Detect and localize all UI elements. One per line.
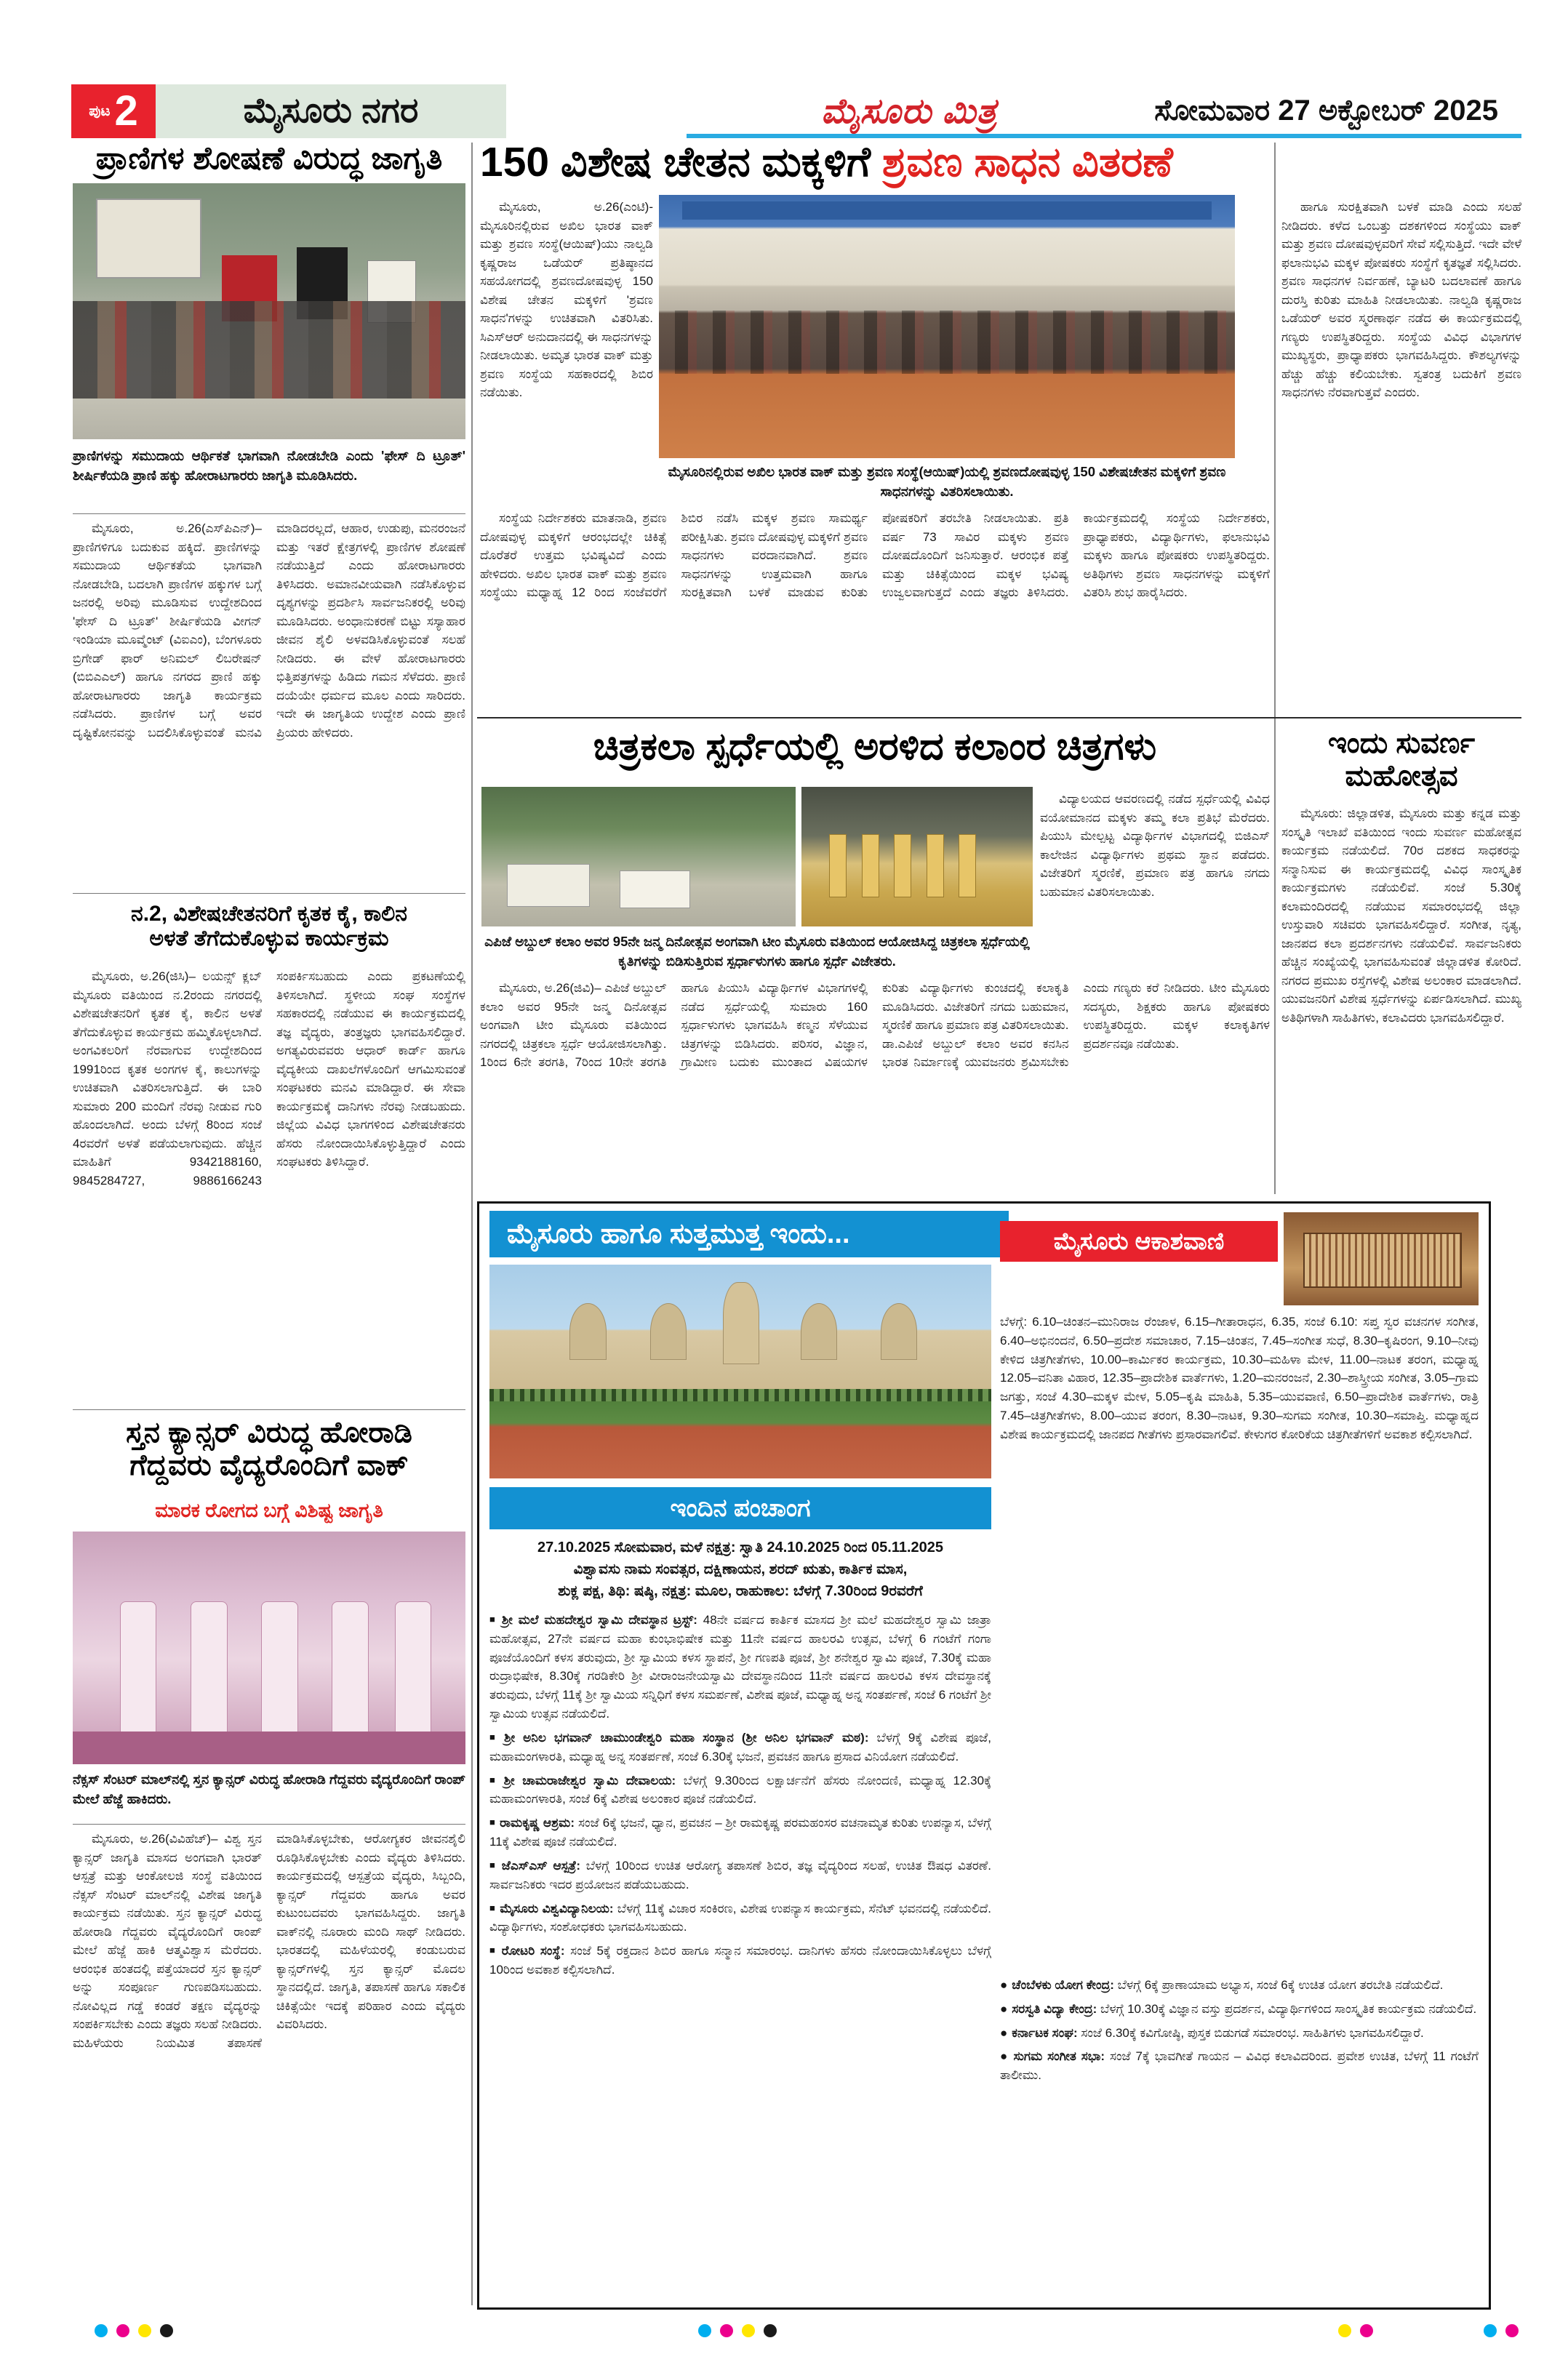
- print-registration-marks: [698, 2324, 777, 2337]
- animal-headline: ಪ್ರಾಣಿಗಳ ಶೋಷಣೆ ವಿರುದ್ಧ ಜಾಗೃತಿ: [95, 141, 443, 176]
- audience-crowd: [659, 311, 1235, 374]
- animal-body: [73, 519, 465, 887]
- walker-figure: [120, 1601, 157, 1738]
- akashvani-schedule-text: ಬೆಳಗ್ಗೆ: 6.10–ಚಿಂತನ–ಮುನಿರಾಜ ರೆಂಜಾಳ, 6.15–ಗೀತಾರಾಧನ, 6.35, ಸಂಜೆ 6.10: ಸಪ್ತ ಸ್ವರ ವಚನಗಳ ಸಂಗೀತ, 6.40–ಅಭಿನಂದನೆ, 6.50–ಪ್ರದೇಶ ಸಮಾಚಾರ, 7.15–ಚಿಂತನ, 7.45–ಸಂಗೀತ ಸುಧೆ, 8.30–ಕೃಷಿರಂಗ, 9.10–ನೀವು ಕೇಳಿದ ಚಿತ್ರಗೀತೆಗಳು, 10.00–ಕಾರ್ಮಿಕರ ಕಾರ್ಯಕ್ರಮ, 10.30–ಮಹಿಳಾ ಮೇಳ, 11.00–ನಾಟಕ ತರಂಗ, ಮಧ್ಯಾಹ್ನ 12.05–ವನಿತಾ ವಿಹಾರ, 12.35–ಪ್ರಾದೇಶಿಕ ವಾರ್ತೆಗಳು, 1.20–ಮನರಂಜನೆ, 2.30–ಶಾಸ್ತ್ರೀಯ ಸಂಗೀತ, 3.05–ಗ್ರಾಮ ಜಗತ್ತು, ಸಂಜೆ 4.30–ಮಕ್ಕಳ ಮೇಳ, 5.05–ಕೃಷಿ ಮಾಹಿತಿ, 5.35–ಯುವವಾಣಿ, 6.50–ಪ್ರಾದೇಶಿಕ ವಾರ್ತೆಗಳು, ರಾತ್ರಿ 7.45–ಚಿತ್ರಗೀತೆಗಳು, 8.00–ಯುವ ತರಂಗ, 8.30–ನಾಟಕ, 9.30–ಸುಗಮ ಸಂಗೀತ, 10.30–ಸಮಾಪ್ತಿ. ಮಧ್ಯಾಹ್ನದ ವಿಶೇಷ ಕಾರ್ಯಕ್ರಮದಲ್ಲಿ ಜಾನಪದ ಗೀತೆಗಳು ಪ್ರಸಾರವಾಗಲಿವೆ. ಕೇಳುಗರ ಕೋರಿಕೆಯ ಚಿತ್ರಗೀತೆಗಳಿಗೆ ಅವಕಾಶ ಕಲ್ಪಿಸಲಾಗಿದೆ.: [1000, 1315, 1479, 1441]
- column-rule-right: [1274, 143, 1276, 1194]
- hearing-body-left: [480, 198, 653, 503]
- magenta-dot: [116, 2324, 129, 2337]
- event-banner: [682, 201, 1212, 220]
- event-item: ■ ರೋಟರಿ ಸಂಸ್ಥೆ: ಸಂಜೆ 5ಕ್ಕೆ ರಕ್ತದಾನ ಶಿಬಿರ ಹಾಗೂ ಸನ್ಮಾನ ಸಮಾರಂಭ. ದಾನಿಗಳು ಹೆಸರು ನೋಂದಾಯಿಸಿಕೊಳ್ಳಲು ಬೆಳಗ್ಗೆ 10ರಿಂದ ಅವಕಾಶ ಕಲ್ಪಿಸಲಾಗಿದೆ.: [489, 1944, 991, 1977]
- protest-crowd: [73, 301, 465, 399]
- mysore-palace-photo: [489, 1265, 991, 1478]
- protest-banner: [96, 199, 201, 279]
- hearing-body-left-text: ಮೈಸೂರು, ಅ.26(ಎಂಟಿ)- ಮೈಸೂರಿನಲ್ಲಿರುವ ಅಖಿಲ ಭಾರತ ವಾಕ್ ಮತ್ತು ಶ್ರವಣ ಸಂಸ್ಥೆ(ಆಯಿಷ್)ಯು ನಾಲ್ವಡಿ ಕೃಷ್ಣರಾಜ ಒಡೆಯರ್ ಪ್ರತಿಷ್ಠಾನದ ಸಹಯೋಗದಲ್ಲಿ ಶ್ರವಣದೋಷವುಳ್ಳ 150 ವಿಶೇಷ ಚೇತನ ಮಕ್ಕಳಿಗೆ 'ಶ್ರವಣ ಸಾಧನ'ಗಳನ್ನು ಉಚಿತವಾಗಿ ವಿತರಿಸಿತು. ಸಿಎಸ್ಆರ್ ಅನುದಾನದಲ್ಲಿ ಈ ಸಾಧನಗಳನ್ನು ನೀಡಲಾಯಿತು. ಅಮೃತ ಭಾರತ ವಾಕ್ ಮತ್ತು ಶ್ರವಣ ಸಂಸ್ಥೆಯ ಸಹಕಾರದಲ್ಲಿ ಶಿಬಿರ ನಡೆಯಿತು.: [480, 200, 653, 399]
- walker-figure: [191, 1601, 228, 1738]
- cancer-headline-line1: ಸ್ತನ ಕ್ಯಾನ್ಸರ್ ವಿರುದ್ಧ ಹೋರಾಡಿ: [126, 1417, 412, 1449]
- art-photo-caption: ಎಪಿಜೆ ಅಬ್ದುಲ್ ಕಲಾಂ ಅವರ 95ನೇ ಜನ್ಮ ದಿನೋತ್ಸವ ಅಂಗವಾಗಿ ಟೀಂ ಮೈಸೂರು ವತಿಯಿಂದ ಆಯೋಜಿಸಿದ್ದ ಚಿತ್ರಕಲಾ ಸ್ಪರ್ಧೆಯಲ್ಲಿ ಕೃತಿಗಳನ್ನು ಬಿಡಿಸುತ್ತಿರುವ ಸ್ಪರ್ಧಾಳುಗಳು ಹಾಗೂ ಸ್ಪರ್ಧೆ ವಿಜೇತರು.: [484, 934, 1030, 969]
- org-event-item: ● ಕರ್ನಾಟಕ ಸಂಘ: ಸಂಜೆ 6.30ಕ್ಕೆ ಕವಿಗೋಷ್ಠಿ, ಪುಸ್ತಕ ಬಿಡುಗಡೆ ಸಮಾರಂಭ. ಸಾಹಿತಿಗಳು ಭಾಗವಹಿಸಲಿದ್ದಾರೆ.: [1000, 2025, 1424, 2040]
- section-title: ಮೈಸೂರು ನಗರ: [156, 84, 506, 138]
- org-event-item: ● ಸುಗಮ ಸಂಗೀತ ಸಭಾ: ಸಂಜೆ 7ಕ್ಕೆ ಭಾವಗೀತೆ ಗಾಯನ – ವಿವಿಧ ಕಲಾವಿದರಿಂದ. ಪ್ರವೇಶ ಉಚಿತ, ಬೆಳಗ್ಗೆ 11 ಗಂಟೆಗೆ ತಾಲೀಮು.: [1000, 2049, 1479, 2083]
- event-item: ■ ಶ್ರೀ ಮಲೆ ಮಹದೇಶ್ವರ ಸ್ವಾಮಿ ದೇವಸ್ಥಾನ ಟ್ರಸ್ಟ್: 48ನೇ ವರ್ಷದ ಕಾರ್ತಿಕ ಮಾಸದ ಶ್ರೀ ಮಲೆ ಮಹದೇಶ್ವರ ಸ್ವಾಮಿ ಜಾತ್ರಾ ಮಹೋತ್ಸವ, 27ನೇ ವರ್ಷದ ಮಹಾ ಕುಂಭಾಭಿಷೇಕ ಮತ್ತು 11ನೇ ವರ್ಷದ ಹಾಲರವಿ ಉತ್ಸವ, ಬೆಳಗ್ಗೆ 6 ಗಂಟೆಗೆ ಗಂಗಾ ಪೂಜೆಯೊಂದಿಗೆ ಕಳಸ ತರುವುದು, ಶ್ರೀ ಸ್ವಾಮಿಯ ಕಳಸ ಸ್ಥಾಪನೆ, ಶ್ರೀ ಗಣಪತಿ ಪೂಜೆ, ಶ್ರೀ ಶನೇಶ್ವರ ಸ್ವಾಮಿ ಪೂಜೆ, 7.30ಕ್ಕೆ ಮಹಾ ರುದ್ರಾಭಿಷೇಕ, 8.30ಕ್ಕೆ ಗರಡಿಕೇರಿ ಶ್ರೀ ವೀರಾಂಜನೇಯಸ್ವಾಮಿ ದೇವಸ್ಥಾನದಿಂದ 11ನೇ ವರ್ಷದ ಹಾಲರವಿ ಕಳಸ ದೇವಸ್ಥಾನಕ್ಕೆ ತರುವುದು, ಬೆಳಗ್ಗೆ 11ಕ್ಕೆ ಶ್ರೀ ಸ್ವಾಮಿಯ ಸನ್ನಿಧಿಗೆ ಕಳಸ ಸಮರ್ಪಣೆ, ವಿಶೇಷ ಪೂಜೆ, ಮಧ್ಯಾಹ್ನ ಅನ್ನ ಸಂತರ್ಪಣೆ, ಸಂಜೆ 6 ಗಂಟೆಗೆ ಶ್ರೀ ಸ್ವಾಮಿಯ ಉತ್ಸವ ನಡೆಯಲಿದೆ.: [489, 1613, 991, 1721]
- yellow-dot: [742, 2324, 755, 2337]
- hearing-body-wide-text: ಸಂಸ್ಥೆಯ ನಿರ್ದೇಶಕರು ಮಾತನಾಡಿ, ಶ್ರವಣ ದೋಷವುಳ್ಳ ಮಕ್ಕಳಿಗೆ ಆರಂಭದಲ್ಲೇ ಚಿಕಿತ್ಸೆ ದೊರೆತರೆ ಉತ್ತಮ ಭವಿಷ್ಯವಿದೆ ಎಂದು ಹೇಳಿದರು. ಅಖಿಲ ಭಾರತ ವಾಕ್ ಮತ್ತು ಶ್ರವಣ ಸಂಸ್ಥೆಯು ಮಧ್ಯಾಹ್ನ 12 ರಿಂದ ಸಂಜೆವರೆಗೆ ಶಿಬಿರ ನಡೆಸಿ ಮಕ್ಕಳ ಶ್ರವಣ ಸಾಮರ್ಥ್ಯ ಪರೀಕ್ಷಿಸಿತು. ಶ್ರವಣ ದೋಷವುಳ್ಳ ಮಕ್ಕಳಿಗೆ ಶ್ರವಣ ಸಾಧನಗಳು ವರದಾನವಾಗಿದೆ. ಶ್ರವಣ ಸಾಧನಗಳನ್ನು ಉತ್ತಮವಾಗಿ ಹಾಗೂ ಸುರಕ್ಷಿತವಾಗಿ ಬಳಕೆ ಮಾಡುವ ಕುರಿತು ಪೋಷಕರಿಗೆ ತರಬೇತಿ ನೀಡಲಾಯಿತು. ಪ್ರತಿ ವರ್ಷ 73 ಸಾವಿರ ಮಕ್ಕಳು ಶ್ರವಣ ದೋಷದೊಂದಿಗೆ ಜನಿಸುತ್ತಾರೆ. ಆರಂಭಿಕ ಪತ್ತೆ ಮತ್ತು ಚಿಕಿತ್ಸೆಯಿಂದ ಮಕ್ಕಳ ಭವಿಷ್ಯ ಉಜ್ವಲವಾಗುತ್ತದೆ ಎಂದು ತಜ್ಞರು ತಿಳಿಸಿದರು. ಕಾರ್ಯಕ್ರಮದಲ್ಲಿ ಸಂಸ್ಥೆಯ ನಿರ್ದೇಶಕರು, ಪ್ರಾಧ್ಯಾಪಕರು, ವಿದ್ಯಾರ್ಥಿಗಳು, ಫಲಾನುಭವಿ ಮಕ್ಕಳು ಹಾಗೂ ಪೋಷಕರು ಉಪಸ್ಥಿತರಿದ್ದರು. ಅತಿಥಿಗಳು ಶ್ರವಣ ಸಾಧನಗಳನ್ನು ಮಕ್ಕಳಿಗೆ ವಿತರಿಸಿ ಶುಭ ಹಾರೈಸಿದರು.: [480, 511, 1270, 599]
- protest-photo: [73, 183, 465, 439]
- art-body-text: ಮೈಸೂರು, ಅ.26(ಜಿವಿ)– ಎಪಿಜೆ ಅಬ್ದುಲ್ ಕಲಾಂ ಅವರ 95ನೇ ಜನ್ಮ ದಿನೋತ್ಸವ ಅಂಗವಾಗಿ ಟೀಂ ಮೈಸೂರು ವತಿಯಿಂದ ನಗರದಲ್ಲಿ ಚಿತ್ರಕಲಾ ಸ್ಪರ್ಧೆ ಆಯೋಜಿಸಲಾಗಿತ್ತು. 1ರಿಂದ 6ನೇ ತರಗತಿ, 7ರಿಂದ 10ನೇ ತರಗತಿ ಹಾಗೂ ಪಿಯುಸಿ ವಿದ್ಯಾರ್ಥಿಗಳ ವಿಭಾಗಗಳಲ್ಲಿ ನಡೆದ ಸ್ಪರ್ಧೆಯಲ್ಲಿ ಸುಮಾರು 160 ಸ್ಪರ್ಧಾಳುಗಳು ಭಾಗವಹಿಸಿ ಕಣ್ಮನ ಸೆಳೆಯುವ ಚಿತ್ರಗಳನ್ನು ಬಿಡಿಸಿದರು. ಪರಿಸರ, ವಿಜ್ಞಾನ, ಗ್ರಾಮೀಣ ಬದುಕು ಮುಂತಾದ ವಿಷಯಗಳ ಕುರಿತು ವಿದ್ಯಾರ್ಥಿಗಳು ಕುಂಚದಲ್ಲಿ ಕಲಾಕೃತಿ ಮೂಡಿಸಿದರು. ವಿಜೇತರಿಗೆ ನಗದು ಬಹುಮಾನ, ಸ್ಮರಣಿಕೆ ಹಾಗೂ ಪ್ರಮಾಣ ಪತ್ರ ವಿತರಿಸಲಾಯಿತು. ಡಾ.ಎಪಿಜೆ ಅಬ್ದುಲ್ ಕಲಾಂ ಅವರ ಕನಸಿನ ಭಾರತ ನಿರ್ಮಾಣಕ್ಕೆ ಯುವಜನರು ಶ್ರಮಿಸಬೇಕು ಎಂದು ಗಣ್ಯರು ಕರೆ ನೀಡಿದರು. ಟೀಂ ಮೈಸೂರು ಸದಸ್ಯರು, ಶಿಕ್ಷಕರು ಹಾಗೂ ಪೋಷಕರು ಉಪಸ್ಥಿತರಿದ್ದರು. ಮಕ್ಕಳ ಕಲಾಕೃತಿಗಳ ಪ್ರದರ್ಶನವೂ ನಡೆಯಿತು.: [480, 981, 1270, 1069]
- limbs-body-text: ಮೈಸೂರು, ಅ.26(ಜಿಸಿ)– ಲಯನ್ಸ್ ಕ್ಲಬ್ ಮೈಸೂರು ವತಿಯಿಂದ ನ.2ರಂದು ನಗರದಲ್ಲಿ ವಿಶೇಷಚೇತನರಿಗೆ ಕೃತಕ ಕೈ, ಕಾಲಿನ ಅಳತೆ ತೆಗೆದುಕೊಳ್ಳುವ ಕಾರ್ಯಕ್ರಮ ಹಮ್ಮಿಕೊಳ್ಳಲಾಗಿದೆ. ಅಂಗವಿಕಲರಿಗೆ ನೆರವಾಗುವ ಉದ್ದೇಶದಿಂದ 1991ರಿಂದ ಕೃತಕ ಅಂಗಗಳ ಕೈ, ಕಾಲುಗಳನ್ನು ಉಚಿತವಾಗಿ ವಿತರಿಸಲಾಗುತ್ತಿದೆ. ಈ ಬಾರಿ ಸುಮಾರು 200 ಮಂದಿಗೆ ನೆರವು ನೀಡುವ ಗುರಿ ಹೊಂದಲಾಗಿದೆ. ಅಂದು ಬೆಳಗ್ಗೆ 8ರಿಂದ ಸಂಜೆ 4ರವರೆಗೆ ಅಳತೆ ಪಡೆಯಲಾಗುವುದು. ಹೆಚ್ಚಿನ ಮಾಹಿತಿಗೆ 9342188160, 9845284727, 9886166243 ಸಂಪರ್ಕಿಸಬಹುದು ಎಂದು ಪ್ರಕಟಣೆಯಲ್ಲಿ ತಿಳಿಸಲಾಗಿದೆ. ಸ್ಥಳೀಯ ಸಂಘ ಸಂಸ್ಥೆಗಳ ಸಹಕಾರದಲ್ಲಿ ನಡೆಯುವ ಈ ಕಾರ್ಯಕ್ರಮದಲ್ಲಿ ತಜ್ಞ ವೈದ್ಯರು, ತಂತ್ರಜ್ಞರು ಭಾಗವಹಿಸಲಿದ್ದಾರೆ. ಅಗತ್ಯವಿರುವವರು ಆಧಾರ್ ಕಾರ್ಡ್ ಹಾಗೂ ವೈದ್ಯಕೀಯ ದಾಖಲೆಗಳೊಂದಿಗೆ ಆಗಮಿಸುವಂತೆ ಸಂಘಟಕರು ಮನವಿ ಮಾಡಿದ್ದಾರೆ. ಈ ಸೇವಾ ಕಾರ್ಯಕ್ರಮಕ್ಕೆ ದಾನಿಗಳು ನೆರವು ನೀಡಬಹುದು. ಜಿಲ್ಲೆಯ ವಿವಿಧ ಭಾಗಗಳಿಂದ ವಿಶೇಷಚೇತನರು ಹೆಸರು ನೋಂದಾಯಿಸಿಕೊಳ್ಳುತ್ತಿದ್ದಾರೆ ಎಂದು ಸಂಘಟಕರು ತಿಳಿಸಿದ್ದಾರೆ.: [73, 969, 465, 1188]
- akashvani-schedule: [1000, 1313, 1479, 1967]
- panchanga-line1: 27.10.2025 ಸೋಮವಾರ, ಮಳೆ ನಕ್ಷತ್ರ: ಸ್ವಾತಿ 24.10.2025 ರಿಂದ 05.11.2025: [537, 1540, 944, 1556]
- divider-top-story: [477, 717, 1521, 718]
- masthead: ಮೈಸೂರು ಮಿತ್ರ: [820, 92, 997, 131]
- panchanga-line2: ವಿಶ್ವಾವಸು ನಾಮ ಸಂವತ್ಸರ, ದಕ್ಷಿಣಾಯನ, ಶರದ್ ಋತು, ಕಾರ್ತಿಕ ಮಾಸ,: [573, 1561, 908, 1577]
- page-label: ಪುಟ: [89, 103, 111, 119]
- cancer-subhead: ಮಾರಕ ರೋಗದ ಬಗ್ಗೆ ವಿಶಿಷ್ಟ ಜಾಗೃತಿ: [155, 1500, 383, 1521]
- palace-dome: [881, 1303, 917, 1360]
- suvarna-headline-line1: ಇಂದು ಸುವರ್ಣ: [1327, 727, 1476, 759]
- org-event-item: ● ಸರಸ್ವತಿ ವಿದ್ಯಾ ಕೇಂದ್ರ: ಬೆಳಗ್ಗೆ 10.30ಕ್ಕೆ ವಿಜ್ಞಾನ ವಸ್ತು ಪ್ರದರ್ಶನ, ವಿದ್ಯಾರ್ಥಿಗಳಿಂದ ಸಾಂಸ್ಕೃತಿಕ ಕಾರ್ಯಕ್ರಮ ನಡೆಯಲಿದೆ.: [1000, 2001, 1477, 2016]
- suvarna-body: [1281, 804, 1521, 1193]
- akashvani-banner: ಮೈಸೂರು ಆಕಾಶವಾಣಿ: [1000, 1221, 1278, 1262]
- event-item: ■ ಜೆಎಸ್ಎಸ್ ಆಸ್ಪತ್ರೆ: ಬೆಳಗ್ಗೆ 10ರಿಂದ ಉಚಿತ ಆರೋಗ್ಯ ತಪಾಸಣೆ ಶಿಬಿರ, ತಜ್ಞ ವೈದ್ಯರಿಂದ ಸಲಹೆ, ಉಚಿತ ಔಷಧ ವಿತರಣೆ. ಸಾರ್ವಜನಿಕರು ಇದರ ಪ್ರಯೋಜನ ಪಡೆಯಬಹುದು.: [489, 1858, 991, 1891]
- divider: [73, 1824, 465, 1825]
- cyan-dot: [95, 2324, 108, 2337]
- header-rule: [687, 134, 1521, 138]
- hearing-group-photo: [659, 195, 1235, 458]
- cancer-photo-caption: ನೆಕ್ಸಸ್ ಸೆಂಟರ್ ಮಾಲ್‌ನಲ್ಲಿ ಸ್ತನ ಕ್ಯಾನ್ಸರ್ ವಿರುದ್ಧ ಹೋರಾಡಿ ಗೆದ್ದವರು ವೈದ್ಯರೊಂದಿಗೆ ರಾಂಪ್ ಮೇಲೆ ಹೆಜ್ಜೆ ಹಾಕಿದರು.: [73, 1772, 465, 1806]
- print-registration-marks: [1338, 2324, 1373, 2337]
- cancer-body: [73, 1830, 465, 2302]
- palace-fence: [489, 1389, 991, 1402]
- trophy: [959, 834, 976, 897]
- cyan-dot: [698, 2324, 711, 2337]
- roundup-box: [477, 1201, 1491, 2310]
- hearing-photo-caption: ಮೈಸೂರಿನಲ್ಲಿರುವ ಅಖಿಲ ಭಾರತ ವಾಕ್ ಮತ್ತು ಶ್ರವಣ ಸಂಸ್ಥೆ(ಆಯಿಷ್)ಯಲ್ಲಿ ಶ್ರವಣದೋಷವುಳ್ಳ 150 ವಿಶೇಷಚೇತನ ಮಕ್ಕಳಿಗೆ ಶ್ರವಣ ಸಾಧನಗಳನ್ನು ವಿತರಿಸಲಾಯಿತು.: [668, 464, 1226, 499]
- hearing-body-right: [1281, 198, 1521, 711]
- org-event-item: ● ಚೆಂಬೆಳಕು ಯೋಗ ಕೇಂದ್ರ: ಬೆಳಗ್ಗೆ 6ಕ್ಕೆ ಪ್ರಾಣಾಯಾಮ ಅಭ್ಯಾಸ, ಸಂಜೆ 6ಕ್ಕೆ ಉಚಿತ ಯೋಗ ತರಬೇತಿ ನಡೆಯಲಿದೆ.: [1000, 1978, 1444, 1992]
- limbs-subhead: [73, 902, 465, 950]
- hearing-body-wide: [480, 509, 1270, 711]
- edition-date: ಸೋಮವಾರ 27 ಅಕ್ಟೋಬರ್ 2025: [1154, 95, 1498, 127]
- event-item: ■ ಶ್ರೀ ಅನಿಲ ಭಗವಾನ್ ಚಾಮುಂಡೇಶ್ವರಿ ಮಹಾ ಸಂಸ್ಥಾನ (ಶ್ರೀ ಅನಿಲ ಭಗವಾನ್ ಮಠ): ಬೆಳಗ್ಗೆ 9ಕ್ಕೆ ವಿಶೇಷ ಪೂಜೆ, ಮಹಾಮಂಗಳಾರತಿ, ಮಧ್ಯಾಹ್ನ ಅನ್ನ ಸಂತರ್ಪಣೆ, ಸಂಜೆ 6.30ಕ್ಕೆ ಭಜನೆ, ಪ್ರವಚನ ಹಾಗೂ ಪ್ರಸಾದ ವಿನಿಯೋಗ ನಡೆಯಲಿದೆ.: [489, 1730, 991, 1764]
- radio-photo: [1284, 1212, 1479, 1305]
- divider: [73, 1409, 465, 1410]
- magenta-dot: [1505, 2324, 1519, 2337]
- art-body-right: [1040, 790, 1270, 972]
- limbs-subhead-line1: ನ.2, ವಿಶೇಷಚೇತನರಿಗೆ ಕೃತಕ ಕೈ, ಕಾಲಿನ: [131, 902, 407, 926]
- roundup-banner: ಮೈಸೂರು ಹಾಗೂ ಸುತ್ತಮುತ್ತ ಇಂದು...: [489, 1211, 1009, 1257]
- magenta-dot: [720, 2324, 733, 2337]
- cancer-headline-line2: ಗೆದ್ದವರು ವೈದ್ಯರೊಂದಿಗೆ ವಾಕ್: [129, 1449, 409, 1481]
- panchanga-line3: ಶುಕ್ಲ ಪಕ್ಷ, ತಿಥಿ: ಷಷ್ಠಿ, ನಕ್ಷತ್ರ: ಮೂಲ, ರಾಹುಕಾಲ: ಬೆಳಗ್ಗೆ 7.30ರಿಂದ 9ರವರೆಗೆ: [558, 1583, 923, 1599]
- yellow-dot: [138, 2324, 151, 2337]
- limbs-subhead-line2: ಅಳತೆ ತೆಗೆದುಕೊಳ್ಳುವ ಕಾರ್ಯಕ್ರಮ: [149, 926, 389, 950]
- print-registration-marks: [1484, 2324, 1519, 2337]
- drawing-sheet: [620, 870, 690, 908]
- trophy: [829, 834, 847, 897]
- hearing-headline-red: ಶ್ರವಣ ಸಾಧನ ವಿತರಣೆ: [881, 139, 1173, 185]
- art-body: [480, 979, 1270, 1191]
- divider: [73, 893, 465, 894]
- art-body-right-text: ವಿದ್ಯಾಲಯದ ಆವರಣದಲ್ಲಿ ನಡೆದ ಸ್ಪರ್ಧೆಯಲ್ಲಿ ವಿವಿಧ ವಯೋಮಾನದ ಮಕ್ಕಳು ತಮ್ಮ ಕಲಾ ಪ್ರತಿಭೆ ಮೆರೆದರು. ಪಿಯುಸಿ ಮೇಲ್ಪಟ್ಟ ವಿದ್ಯಾರ್ಥಿಗಳ ವಿಭಾಗದಲ್ಲಿ ಬಿಜಿಎಸ್ ಕಾಲೇಜಿನ ವಿದ್ಯಾರ್ಥಿಗಳು ಪ್ರಥಮ ಸ್ಥಾನ ಪಡೆದರು. ವಿಜೇತರಿಗೆ ಸ್ಮರಣಿಕೆ, ಪ್ರಮಾಣ ಪತ್ರ ಹಾಗೂ ನಗದು ಬಹುಮಾನ ವಿತರಿಸಲಾಯಿತು.: [1040, 792, 1270, 899]
- suvarna-headline: [1281, 727, 1521, 793]
- ramp-carpet: [73, 1732, 465, 1764]
- trophy: [927, 834, 944, 897]
- black-dot: [160, 2324, 173, 2337]
- palace-tower: [723, 1282, 759, 1365]
- palace-dome: [801, 1303, 837, 1360]
- akashvani-entries: [1000, 1976, 1479, 2293]
- event-item: ■ ರಾಮಕೃಷ್ಣ ಆಶ್ರಮ: ಸಂಜೆ 6ಕ್ಕೆ ಭಜನೆ, ಧ್ಯಾನ, ಪ್ರವಚನ – ಶ್ರೀ ರಾಮಕೃಷ್ಣ ಪರಮಹಂಸರ ವಚನಾಮೃತ ಕುರಿತು ಉಪನ್ಯಾಸ, ಬೆಳಗ್ಗೆ 11ಕ್ಕೆ ವಿಶೇಷ ಪೂಜೆ ನಡೆಯಲಿದೆ.: [489, 1816, 991, 1849]
- panchanga-banner: ಇಂದಿನ ಪಂಚಾಂಗ: [489, 1487, 991, 1529]
- palace-dome: [650, 1303, 687, 1360]
- trophy: [862, 834, 879, 897]
- events-list: [489, 1611, 991, 2293]
- walker-figure: [395, 1601, 432, 1738]
- cancer-body-text: ಮೈಸೂರು, ಅ.26(ವಿವಿಹೆಚ್)– ವಿಶ್ವ ಸ್ತನ ಕ್ಯಾನ್ಸರ್ ಜಾಗೃತಿ ಮಾಸದ ಅಂಗವಾಗಿ ಭಾರತ್ ಆಸ್ಪತ್ರೆ ಮತ್ತು ಆಂಕೋಲಜಿ ಸಂಸ್ಥೆ ವತಿಯಿಂದ ನೆಕ್ಸಸ್ ಸೆಂಟರ್ ಮಾಲ್‌ನಲ್ಲಿ ವಿಶೇಷ ಜಾಗೃತಿ ಕಾರ್ಯಕ್ರಮ ನಡೆಯಿತು. ಸ್ತನ ಕ್ಯಾನ್ಸರ್ ವಿರುದ್ಧ ಹೋರಾಡಿ ಗೆದ್ದವರು ವೈದ್ಯರೊಂದಿಗೆ ರಾಂಪ್ ಮೇಲೆ ಹೆಜ್ಜೆ ಹಾಕಿ ಆತ್ಮವಿಶ್ವಾಸ ಮೆರೆದರು. ಆರಂಭಿಕ ಹಂತದಲ್ಲಿ ಪತ್ತೆಯಾದರೆ ಸ್ತನ ಕ್ಯಾನ್ಸರ್ ಅನ್ನು ಸಂಪೂರ್ಣ ಗುಣಪಡಿಸಬಹುದು. ನೋವಿಲ್ಲದ ಗಡ್ಡೆ ಕಂಡರೆ ತಕ್ಷಣ ವೈದ್ಯರನ್ನು ಸಂಪರ್ಕಿಸಬೇಕು ಎಂದು ತಜ್ಞರು ಸಲಹೆ ನೀಡಿದರು. ಮಹಿಳೆಯರು ನಿಯಮಿತ ತಪಾಸಣೆ ಮಾಡಿಸಿಕೊಳ್ಳಬೇಕು, ಆರೋಗ್ಯಕರ ಜೀವನಶೈಲಿ ರೂಢಿಸಿಕೊಳ್ಳಬೇಕು ಎಂದು ವೈದ್ಯರು ತಿಳಿಸಿದರು. ಕಾರ್ಯಕ್ರಮದಲ್ಲಿ ಆಸ್ಪತ್ರೆಯ ವೈದ್ಯರು, ಸಿಬ್ಬಂದಿ, ಕ್ಯಾನ್ಸರ್ ಗೆದ್ದವರು ಹಾಗೂ ಅವರ ಕುಟುಂಬದವರು ಭಾಗವಹಿಸಿದ್ದರು. ಜಾಗೃತಿ ವಾಕ್‌ನಲ್ಲಿ ನೂರಾರು ಮಂದಿ ಸಾಥ್ ನೀಡಿದರು. ಭಾರತದಲ್ಲಿ ಮಹಿಳೆಯರಲ್ಲಿ ಕಂಡುಬರುವ ಕ್ಯಾನ್ಸರ್‌ಗಳಲ್ಲಿ ಸ್ತನ ಕ್ಯಾನ್ಸರ್ ಮೊದಲ ಸ್ಥಾನದಲ್ಲಿದೆ. ಜಾಗೃತಿ, ತಪಾಸಣೆ ಹಾಗೂ ಸಕಾಲಿಕ ಚಿಕಿತ್ಸೆಯೇ ಇದಕ್ಕೆ ಪರಿಹಾರ ಎಂದು ವೈದ್ಯರು ವಿವರಿಸಿದರು.: [73, 1832, 465, 2050]
- cyan-dot: [1484, 2324, 1497, 2337]
- trophy: [894, 834, 911, 897]
- divider: [73, 513, 465, 514]
- event-item: ■ ಮೈಸೂರು ವಿಶ್ವವಿದ್ಯಾನಿಲಯ: ಬೆಳಗ್ಗೆ 11ಕ್ಕೆ ವಿಚಾರ ಸಂಕಿರಣ, ವಿಶೇಷ ಉಪನ್ಯಾಸ ಕಾರ್ಯಕ್ರಮ, ಸೆನೆಟ್ ಭವನದಲ್ಲಿ ನಡೆಯಲಿದೆ. ವಿದ್ಯಾರ್ಥಿಗಳು, ಸಂಶೋಧಕರು ಭಾಗವಹಿಸಬಹುದು.: [489, 1901, 991, 1934]
- drawing-sheet: [507, 864, 590, 908]
- palace-dome: [569, 1303, 606, 1360]
- page-number: 2: [114, 87, 138, 135]
- print-registration-marks: [95, 2324, 173, 2337]
- walker-figure: [261, 1601, 298, 1738]
- hearing-headline: [480, 140, 1521, 186]
- column-rule-left: [471, 143, 473, 2305]
- suvarna-body-text: ಮೈಸೂರು: ಜಿಲ್ಲಾಡಳಿತ, ಮೈಸೂರು ಮತ್ತು ಕನ್ನಡ ಮತ್ತು ಸಂಸ್ಕೃತಿ ಇಲಾಖೆ ವತಿಯಿಂದ ಇಂದು ಸುವರ್ಣ ಮಹೋತ್ಸವ ಕಾರ್ಯಕ್ರಮ ನಡೆಯಲಿದೆ. 70ರ ದಶಕದ ಸಾಧಕರನ್ನು ಸನ್ಮಾನಿಸುವ ಈ ಕಾರ್ಯಕ್ರಮದಲ್ಲಿ ವಿವಿಧ ಸಾಂಸ್ಕೃತಿಕ ಕಾರ್ಯಕ್ರಮಗಳು ನಡೆಯಲಿವೆ. ಸಂಜೆ 5.30ಕ್ಕೆ ಕಲಾಮಂದಿರದಲ್ಲಿ ನಡೆಯುವ ಸಮಾರಂಭದಲ್ಲಿ ಜಿಲ್ಲಾ ಉಸ್ತುವಾರಿ ಸಚಿವರು ಭಾಗವಹಿಸಲಿದ್ದಾರೆ. ಸಂಗೀತ, ನೃತ್ಯ, ಜಾನಪದ ಕಲಾ ಪ್ರದರ್ಶನಗಳು ನಡೆಯಲಿವೆ. ಸಾರ್ವಜನಿಕರು ಹೆಚ್ಚಿನ ಸಂಖ್ಯೆಯಲ್ಲಿ ಭಾಗವಹಿಸುವಂತೆ ಜಿಲ್ಲಾಡಳಿತ ಕೋರಿದೆ. ನಗರದ ಪ್ರಮುಖ ರಸ್ತೆಗಳಲ್ಲಿ ವಿಶೇಷ ಅಲಂಕಾರ ಮಾಡಲಾಗಿದೆ. ಯುವಜನರಿಗೆ ವಿಶೇಷ ಸ್ಪರ್ಧೆಗಳನ್ನು ಏರ್ಪಡಿಸಲಾಗಿದೆ. ಮುಖ್ಯ ಅತಿಥಿಗಳಾಗಿ ಸಾಹಿತಿಗಳು, ಕಲಾವಿದರು ಭಾಗವಹಿಸಲಿದ್ದಾರೆ.: [1281, 806, 1521, 1025]
- suvarna-headline-line2: ಮಹೋತ್ಸವ: [1345, 759, 1458, 792]
- animal-photo-caption: ಪ್ರಾಣಿಗಳನ್ನು ಸಮುದಾಯ ಆರ್ಥಿಕತೆ ಭಾಗವಾಗಿ ನೋಡಬೇಡಿ ಎಂದು 'ಫೇಸ್ ದಿ ಟ್ರೂತ್' ಶೀರ್ಷಿಕೆಯಡಿ ಪ್ರಾಣಿ ಹಕ್ಕು ಹೋರಾಟಗಾರರು ಜಾಗೃತಿ ಮೂಡಿಸಿದರು.: [73, 448, 465, 483]
- art-drawing-photo: [481, 787, 796, 926]
- black-dot: [764, 2324, 777, 2337]
- yellow-dot: [1338, 2324, 1351, 2337]
- hearing-headline-black: 150 ವಿಶೇಷ ಚೇತನ ಮಕ್ಕಳಿಗೆ: [480, 139, 882, 185]
- panchanga-text: [489, 1537, 991, 1602]
- cancer-walk-photo: [73, 1532, 465, 1764]
- animal-body-text: ಮೈಸೂರು, ಅ.26(ಎಸ್‌ಪಿಎನ್)– ಪ್ರಾಣಿಗಳಿಗೂ ಬದುಕುವ ಹಕ್ಕಿದೆ. ಪ್ರಾಣಿಗಳನ್ನು ಸಮುದಾಯ ಆರ್ಥಿಕತೆಯ ಭಾಗವಾಗಿ ನೋಡಬೇಡಿ, ಬದಲಾಗಿ ಪ್ರಾಣಿಗಳ ಹಕ್ಕುಗಳ ಬಗ್ಗೆ ಜನರಲ್ಲಿ ಅರಿವು ಮೂಡಿಸುವ ಉದ್ದೇಶದಿಂದ 'ಫೇಸ್ ದಿ ಟ್ರೂತ್' ಶೀರ್ಷಿಕೆಯಡಿ ವೀಗನ್ ಇಂಡಿಯಾ ಮೂವ್ಮೆಂಟ್ (ವಿಐಎಂ), ಬೆಂಗಳೂರು ಬ್ರಿಗೇಡ್ ಫಾರ್ ಅನಿಮಲ್ ಲಿಬರೇಷನ್ (ಬಿಬಿಎಎಲ್) ಹಾಗೂ ನಗರದ ಪ್ರಾಣಿ ಹಕ್ಕು ಹೋರಾಟಗಾರರು ಜಾಗೃತಿ ಕಾರ್ಯಕ್ರಮ ನಡೆಸಿದರು. ಪ್ರಾಣಿಗಳ ಬಗ್ಗೆ ಅವರ ದೃಷ್ಟಿಕೋನವನ್ನು ಬದಲಿಸಿಕೊಳ್ಳುವಂತೆ ಮನವಿ ಮಾಡಿದರಲ್ಲದೆ, ಆಹಾರ, ಉಡುಪು, ಮನರಂಜನೆ ಮತ್ತು ಇತರೆ ಕ್ಷೇತ್ರಗಳಲ್ಲಿ ಪ್ರಾಣಿಗಳ ಶೋಷಣೆ ನಡೆಯುತ್ತಿದೆ ಎಂದು ಹೋರಾಟಗಾರರು ತಿಳಿಸಿದರು. ಅಮಾನವೀಯವಾಗಿ ನಡೆಸಿಕೊಳ್ಳುವ ದೃಶ್ಯಗಳನ್ನು ಪ್ರದರ್ಶಿಸಿ ಸಾರ್ವಜನಿಕರಲ್ಲಿ ಅರಿವು ಮೂಡಿಸಿದರು. ಅಂಧಾನುಕರಣೆ ಬಿಟ್ಟು ಸಸ್ಯಾಹಾರ ಜೀವನ ಶೈಲಿ ಅಳವಡಿಸಿಕೊಳ್ಳುವಂತೆ ಸಲಹೆ ನೀಡಿದರು. ಈ ವೇಳೆ ಹೋರಾಟಗಾರರು ಭಿತ್ತಿಪತ್ರಗಳನ್ನು ಹಿಡಿದು ಗಮನ ಸೆಳೆದರು. ಪ್ರಾಣಿ ದಯೆಯೇ ಧರ್ಮದ ಮೂಲ ಎಂದು ಸಾರಿದರು. ಇದೇ ಈ ಜಾಗೃತಿಯ ಉದ್ದೇಶ ಎಂದು ಪ್ರಾಣಿ ಪ್ರಿಯರು ಹೇಳಿದರು.: [73, 521, 465, 740]
- event-item: ■ ಶ್ರೀ ಚಾಮರಾಜೇಶ್ವರ ಸ್ವಾಮಿ ದೇವಾಲಯ: ಬೆಳಗ್ಗೆ 9.30ರಿಂದ ಲಕ್ಷಾರ್ಚನೆಗೆ ಹೆಸರು ನೋಂದಣಿ, ಮಧ್ಯಾಹ್ನ 12.30ಕ್ಕೆ ಮಹಾಮಂಗಳಾರತಿ, ಸಂಜೆ 6ಕ್ಕೆ ವಿಶೇಷ ಅಲಂಕಾರ ಪೂಜೆ ನಡೆಯಲಿದೆ.: [489, 1773, 991, 1806]
- hearing-body-right-text: ಹಾಗೂ ಸುರಕ್ಷಿತವಾಗಿ ಬಳಕೆ ಮಾಡಿ ಎಂದು ಸಲಹೆ ನೀಡಿದರು. ಕಳೆದ ಒಂಬತ್ತು ದಶಕಗಳಿಂದ ಸಂಸ್ಥೆಯು ವಾಕ್ ಮತ್ತು ಶ್ರವಣ ದೋಷವುಳ್ಳವರಿಗೆ ಸೇವೆ ಸಲ್ಲಿಸುತ್ತಿದೆ. ಇದೇ ವೇಳೆ ಫಲಾನುಭವಿ ಮಕ್ಕಳ ಪೋಷಕರು ಸಂಸ್ಥೆಗೆ ಕೃತಜ್ಞತೆ ಸಲ್ಲಿಸಿದರು. ಶ್ರವಣ ಸಾಧನಗಳ ನಿರ್ವಹಣೆ, ಬ್ಯಾಟರಿ ಬದಲಾವಣೆ ಹಾಗೂ ದುರಸ್ತಿ ಕುರಿತು ಮಾಹಿತಿ ನೀಡಲಾಯಿತು. ನಾಲ್ವಡಿ ಕೃಷ್ಣರಾಜ ಒಡೆಯರ್ ಅವರ ಸ್ಮರಣಾರ್ಥ ನಡೆದ ಈ ಕಾರ್ಯಕ್ರಮದಲ್ಲಿ ಗಣ್ಯರು ಉಪಸ್ಥಿತರಿದ್ದರು. ಸಂಸ್ಥೆಯ ವಿವಿಧ ವಿಭಾಗಗಳ ಮುಖ್ಯಸ್ಥರು, ಪ್ರಾಧ್ಯಾಪಕರು ಭಾಗವಹಿಸಿದ್ದರು. ಕೌಶಲ್ಯಗಳನ್ನು ಹೆಚ್ಚು ಹೆಚ್ಚು ಕಲಿಯಬೇಕು. ಸ್ವತಂತ್ರ ಬದುಕಿಗೆ ಶ್ರವಣ ಸಾಧನಗಳು ನೆರವಾಗುತ್ತವೆ ಎಂದರು.: [1281, 200, 1521, 399]
- walker-figure: [332, 1601, 369, 1738]
- cancer-headline: [73, 1417, 465, 1482]
- art-trophy-photo: [801, 787, 1033, 926]
- page-number-box: [71, 84, 156, 138]
- limbs-body: [73, 967, 465, 1402]
- radio-grill: [1303, 1233, 1462, 1288]
- magenta-dot: [1360, 2324, 1373, 2337]
- art-headline: ಚಿತ್ರಕಲಾ ಸ್ಪರ್ಧೆಯಲ್ಲಿ ಅರಳಿದ ಕಲಾಂರ ಚಿತ್ರಗಳು: [593, 726, 1157, 768]
